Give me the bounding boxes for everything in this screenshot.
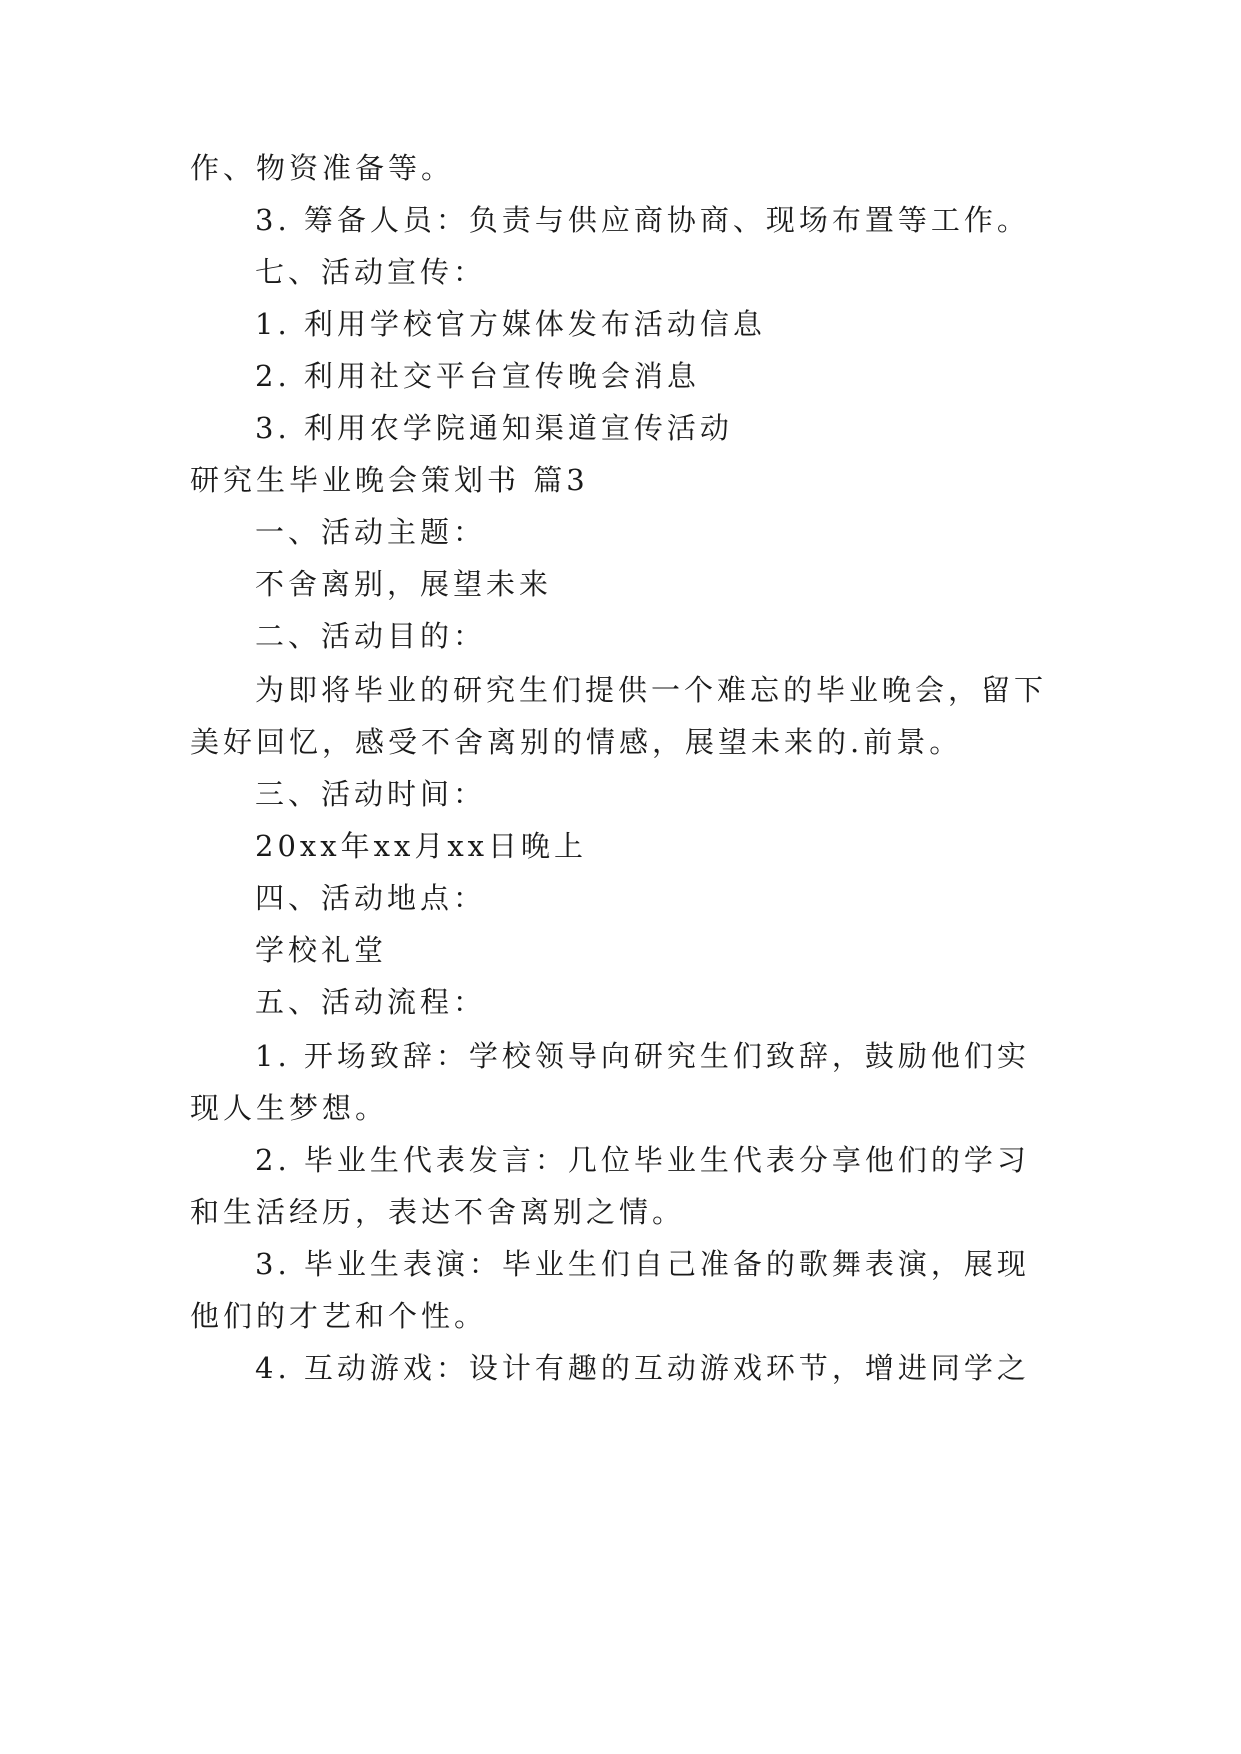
text-line: 学校礼堂 <box>255 933 388 967</box>
text-line: 他们的才艺和个性。 <box>190 1299 488 1333</box>
text-line: 为即将毕业的研究生们提供一个难忘的毕业晚会，留下 <box>255 673 1048 707</box>
text-line: 1. 开场致辞：学校领导向研究生们致辞，鼓励他们实 <box>255 1039 1030 1073</box>
section-heading: 二、活动目的： <box>255 619 487 653</box>
text-line: 2. 毕业生代表发言：几位毕业生代表分享他们的学习 <box>255 1143 1030 1177</box>
text-line: 4. 互动游戏：设计有趣的互动游戏环节，增进同学之 <box>255 1351 1030 1385</box>
text-line: 不舍离别，展望未来 <box>255 567 553 601</box>
text-line: 现人生梦想。 <box>190 1091 389 1125</box>
text-line: 作、物资准备等。 <box>190 151 455 185</box>
text-line: 20xx年xx月xx日晚上 <box>255 829 588 863</box>
text-line: 3. 利用农学院通知渠道宣传活动 <box>255 411 733 445</box>
section-heading: 四、活动地点： <box>255 881 487 915</box>
section-heading: 三、活动时间： <box>255 777 487 811</box>
section-heading: 五、活动流程： <box>255 985 487 1019</box>
text-line: 3. 毕业生表演：毕业生们自己准备的歌舞表演，展现 <box>255 1247 1030 1281</box>
text-line: 和生活经历，表达不舍离别之情。 <box>190 1195 686 1229</box>
text-line: 2. 利用社交平台宣传晚会消息 <box>255 359 700 393</box>
document-title: 研究生毕业晚会策划书 篇3 <box>190 463 589 497</box>
section-heading: 一、活动主题： <box>255 515 487 549</box>
text-line: 1. 利用学校官方媒体发布活动信息 <box>255 307 766 341</box>
text-line: 3. 筹备人员：负责与供应商协商、现场布置等工作。 <box>255 203 1030 237</box>
section-heading: 七、活动宣传： <box>255 255 487 289</box>
text-line: 美好回忆，感受不舍离别的情感，展望未来的.前景。 <box>190 725 963 759</box>
